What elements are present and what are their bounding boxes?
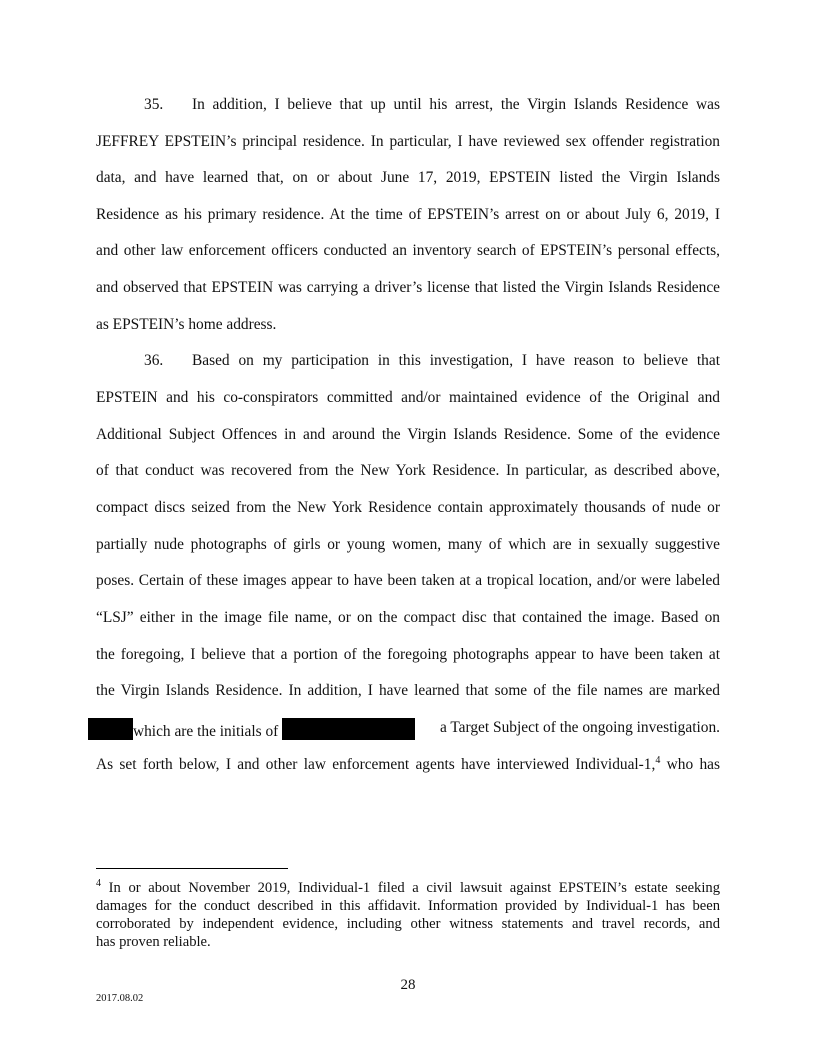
document-date-stamp: 2017.08.02	[96, 993, 144, 1004]
paragraph-35-line-7: as EPSTEIN’s home address.	[96, 316, 277, 333]
paragraph-36-number: 36.	[144, 352, 164, 369]
paragraph-35-number: 35.	[144, 96, 164, 113]
paragraph-36-line-8: “LSJ” either in the image file name, or on the compact disc that contained the image. Based on	[96, 609, 720, 626]
paragraph-36-text-12b: who has	[660, 756, 721, 773]
paragraph-36-line-5: compact discs seized from the New York Residence contain approximately thousands of nude or	[96, 499, 720, 516]
paragraph-35-line-1	[96, 95, 720, 115]
paragraph-35-text-1: In addition, I believe that up until his arrest, the Virgin Islands Residence was	[192, 96, 720, 113]
paragraph-36-line-1	[96, 351, 720, 371]
footnote-line-3: corroborated by independent evidence, including other witness statements and travel records, and	[96, 916, 720, 932]
footnote-line-1	[96, 879, 720, 897]
footnote-separator	[96, 868, 288, 869]
paragraph-36-line-10: the Virgin Islands Residence. In addition, I have learned that some of the file names are marked	[96, 682, 720, 699]
paragraph-35-line-4: Residence as his primary residence. At the time of EPSTEIN’s arrest on or about July 6, 2019, I	[96, 206, 720, 223]
footnote-line-4: has proven reliable.	[96, 934, 211, 950]
paragraph-36-line-2: EPSTEIN and his co-conspirators committed and/or maintained evidence of the Original and	[96, 389, 720, 406]
redaction-block-initials	[88, 718, 133, 740]
paragraph-36-line-11	[88, 718, 720, 742]
paragraph-36-line-12	[96, 755, 720, 775]
footnote-text-1: In or about November 2019, Individual-1 filed a civil lawsuit against EPSTEIN’s estate seeking	[101, 880, 720, 896]
paragraph-36-text-11b: a Target Subject of the ongoing investigation.	[439, 719, 720, 736]
page-number: 28	[400, 977, 416, 993]
paragraph-36-line-3: Additional Subject Offences in and around the Virgin Islands Residence. Some of the evidence	[96, 426, 720, 443]
paragraph-36-text-11a: which are the initials of	[133, 723, 279, 740]
paragraph-35-line-2: JEFFREY EPSTEIN’s principal residence. In particular, I have reviewed sex offender registration	[96, 133, 720, 150]
paragraph-36-line-9: the foregoing, I believe that a portion of the foregoing photographs appear to have been taken at	[96, 646, 720, 663]
footnote-marker: 4	[96, 878, 101, 889]
paragraph-36-line-6: partially nude photographs of girls or young women, many of which are in sexually suggestive	[96, 536, 720, 553]
paragraph-36-line-4: of that conduct was recovered from the New York Residence. In particular, as described above,	[96, 462, 720, 479]
footnote-reference[interactable]: 4	[655, 755, 661, 766]
footnote-line-2: damages for the conduct described in this affidavit. Information provided by Individual-1 has been	[96, 898, 720, 914]
paragraph-35-line-3: data, and have learned that, on or about June 17, 2019, EPSTEIN listed the Virgin Islands	[96, 169, 720, 186]
paragraph-35-line-5: and other law enforcement officers conducted an inventory search of EPSTEIN’s personal effects,	[96, 242, 720, 259]
paragraph-35-line-6: and observed that EPSTEIN was carrying a driver’s license that listed the Virgin Islands Residence	[96, 279, 720, 296]
paragraph-36-text-12a: As set forth below, I and other law enforcement agents have interviewed Individual-1,	[96, 756, 656, 773]
paragraph-36-text-1: Based on my participation in this investigation, I have reason to believe that	[192, 352, 720, 369]
redaction-block-name	[282, 718, 415, 740]
paragraph-36-line-7: poses. Certain of these images appear to have been taken at a tropical location, and/or were labeled	[96, 572, 720, 589]
